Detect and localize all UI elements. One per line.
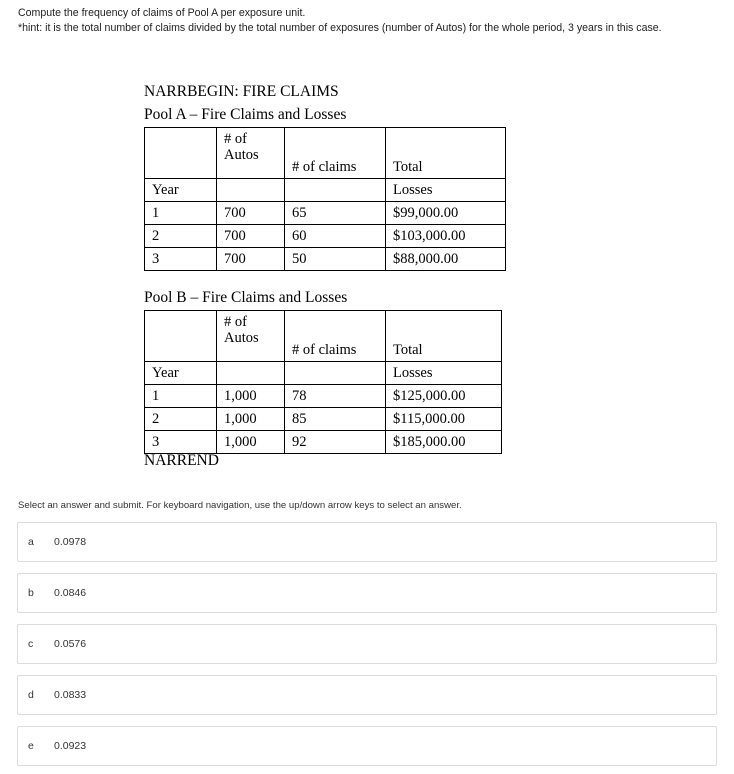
header-autos xyxy=(217,311,285,362)
header-cell-empty xyxy=(145,128,217,179)
answer-instructions: Select an answer and submit. For keyboard navigation, use the up/down arrow keys to select an answer. xyxy=(18,500,462,511)
cell-losses: $88,000.00 xyxy=(386,248,506,271)
question-line-1: Compute the frequency of claims of Pool A per exposure unit. xyxy=(18,7,306,19)
cell-year: 2 xyxy=(145,408,217,431)
cell-claims: 60 xyxy=(285,225,386,248)
subheader-cell-empty xyxy=(285,179,386,202)
table-row xyxy=(145,408,502,431)
header-autos-top: # of xyxy=(224,314,247,330)
question-hint: *hint: it is the total number of claims divided by the total number of exposures (number of Autos) for the whole period, 3 years in this case. xyxy=(18,22,662,34)
cell-year: 2 xyxy=(145,225,217,248)
table-row xyxy=(145,385,502,408)
option-letter: e xyxy=(28,740,34,752)
option-value: 0.0576 xyxy=(54,638,87,650)
subheader-cell-empty xyxy=(285,362,386,385)
subheader-cell-empty xyxy=(217,179,285,202)
header-claims: # of claims xyxy=(285,128,386,179)
narrative-end: NARREND xyxy=(144,452,219,469)
cell-claims: 92 xyxy=(285,431,386,454)
header-year: Year xyxy=(145,179,217,202)
table-row xyxy=(145,431,502,454)
option-value: 0.0923 xyxy=(54,740,87,752)
header-losses-top: Total xyxy=(386,128,506,179)
header-autos-top: # of xyxy=(224,131,247,147)
option-value: 0.0833 xyxy=(54,689,87,701)
option-letter: a xyxy=(28,536,34,548)
cell-autos: 700 xyxy=(217,202,285,225)
header-year: Year xyxy=(145,362,217,385)
cell-losses: $103,000.00 xyxy=(386,225,506,248)
option-letter: c xyxy=(28,638,34,650)
cell-claims: 50 xyxy=(285,248,386,271)
table-subheader-row xyxy=(145,179,506,202)
pool-a-table xyxy=(144,127,506,271)
table-header-row xyxy=(145,311,502,362)
question-text xyxy=(18,6,662,36)
answer-option-a[interactable] xyxy=(17,522,717,562)
cell-losses: $99,000.00 xyxy=(386,202,506,225)
table-row xyxy=(145,248,506,271)
answer-option-d[interactable] xyxy=(17,675,717,715)
header-cell-empty xyxy=(145,311,217,362)
cell-year: 3 xyxy=(145,248,217,271)
header-losses-bottom: Losses xyxy=(386,362,502,385)
narrative-begin: NARRBEGIN: FIRE CLAIMS xyxy=(144,83,339,100)
cell-losses: $125,000.00 xyxy=(386,385,502,408)
cell-losses: $185,000.00 xyxy=(386,431,502,454)
header-losses-top: Total xyxy=(386,311,502,362)
pool-b-title: Pool B – Fire Claims and Losses xyxy=(144,289,348,306)
cell-autos: 700 xyxy=(217,225,285,248)
header-autos-bottom: Autos xyxy=(224,147,259,163)
option-value: 0.0978 xyxy=(54,536,87,548)
table-header-row xyxy=(145,128,506,179)
header-losses-bottom: Losses xyxy=(386,179,506,202)
option-value: 0.0846 xyxy=(54,587,87,599)
answer-option-e[interactable] xyxy=(17,726,717,766)
cell-autos: 1,000 xyxy=(217,385,285,408)
subheader-cell-empty xyxy=(217,362,285,385)
pool-b-table xyxy=(144,310,502,454)
cell-autos: 1,000 xyxy=(217,408,285,431)
cell-autos: 1,000 xyxy=(217,431,285,454)
pool-a-title: Pool A – Fire Claims and Losses xyxy=(144,106,347,123)
cell-claims: 65 xyxy=(285,202,386,225)
cell-year: 3 xyxy=(145,431,217,454)
table-row xyxy=(145,225,506,248)
option-letter: d xyxy=(28,689,34,701)
answer-option-c[interactable] xyxy=(17,624,717,664)
cell-claims: 78 xyxy=(285,385,386,408)
header-claims: # of claims xyxy=(285,311,386,362)
option-letter: b xyxy=(28,587,34,599)
header-autos-bottom: Autos xyxy=(224,330,259,346)
answer-option-b[interactable] xyxy=(17,573,717,613)
cell-claims: 85 xyxy=(285,408,386,431)
cell-year: 1 xyxy=(145,202,217,225)
cell-autos: 700 xyxy=(217,248,285,271)
header-autos xyxy=(217,128,285,179)
table-row xyxy=(145,202,506,225)
table-subheader-row xyxy=(145,362,502,385)
cell-losses: $115,000.00 xyxy=(386,408,502,431)
cell-year: 1 xyxy=(145,385,217,408)
